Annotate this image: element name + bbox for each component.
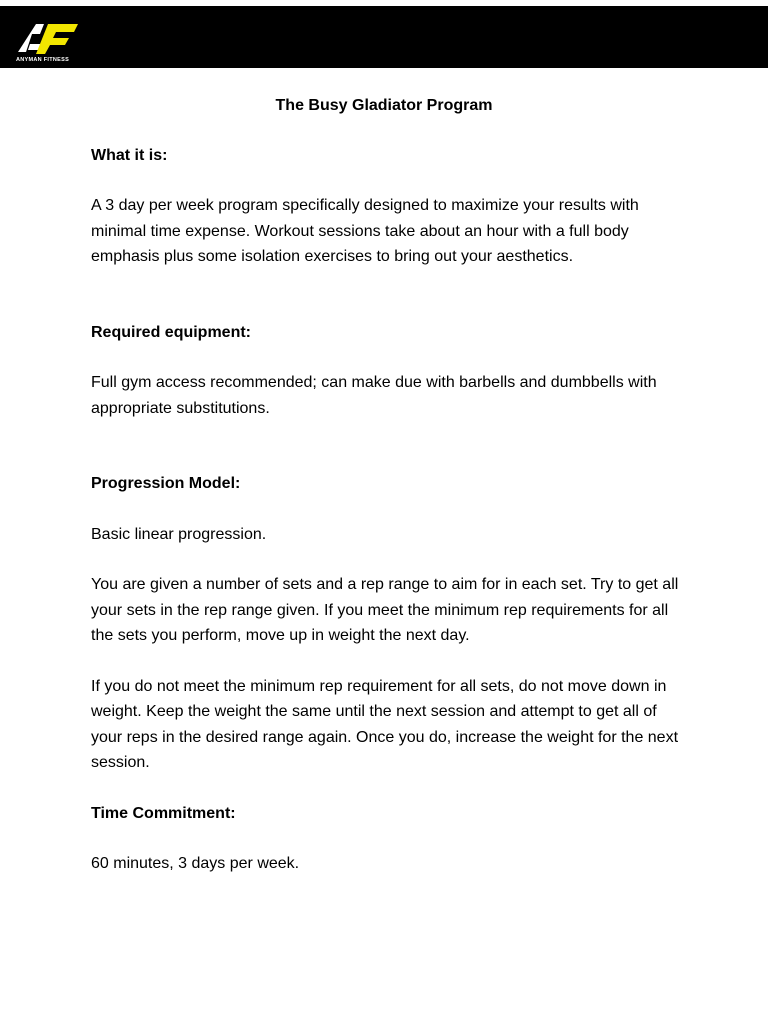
paragraph-description: A 3 day per week program specifically designed to maximize your results with minimal time expense. Workout sessions take about an hour with a full body emphasis plus some isolation exercises to bring out your aesthetics.: [91, 197, 639, 265]
section-heading-required-equipment: Required equipment:: [91, 323, 252, 341]
section-heading-progression-model: Progression Model:: [91, 475, 241, 492]
paragraph-progression-basic: Basic linear progression.: [91, 525, 267, 543]
paragraph-progression-sets: You are given a number of sets and a rep range to aim for in each set. Try to get all your sets in the rep range given. If you meet the minimum rep requirements for all the sets you perform, move up in weight the next day.: [91, 576, 679, 644]
document-title: The Busy Gladiator Program: [275, 97, 493, 114]
logo-wordmark: ANYMAN FITNESS: [16, 57, 70, 63]
document-body: [91, 93, 691, 877]
paragraph-progression-failure: If you do not meet the minimum rep requirement for all sets, do not move down in weight. Keep the weight the same until the next session and attempt to get all of your reps in the desired range again. Once you do, increase the weight for the next session.: [91, 677, 679, 771]
brand-logo: [14, 20, 86, 66]
paragraph-time-commitment: 60 minutes, 3 days per week.: [91, 855, 300, 872]
paragraph-equipment: Full gym access recommended; can make due with barbells and dumbbells with appropriate substitutions.: [91, 374, 657, 417]
section-heading-what-it-is: What it is:: [91, 146, 168, 164]
header-bar: [0, 6, 768, 68]
section-heading-time-commitment: Time Commitment:: [91, 804, 236, 822]
logo-mark-icon: [14, 20, 86, 56]
